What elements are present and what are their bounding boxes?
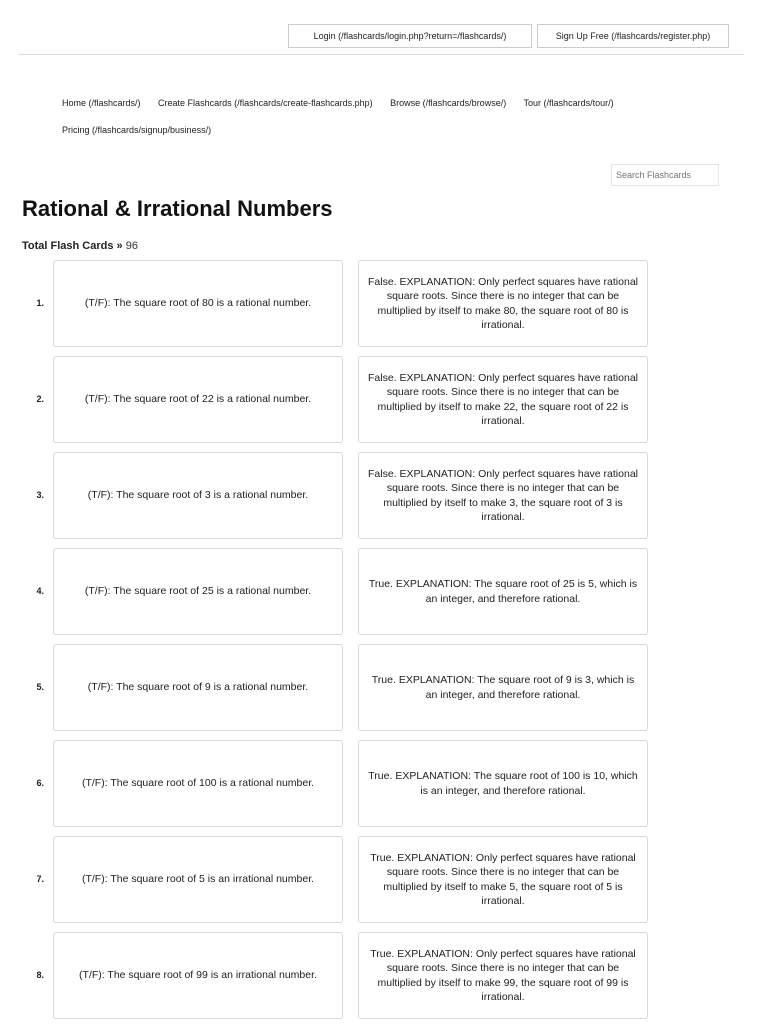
flashcard-list	[0, 260, 768, 1028]
card-answer[interactable]: True. EXPLANATION: Only perfect squares have rational square roots. Since there is no integer that can be multiplied by itself to make 99, the square root of 99 is irrational.	[358, 932, 648, 1019]
signup-button[interactable]: Sign Up Free (/flashcards/register.php)	[537, 24, 729, 48]
main-nav	[62, 90, 742, 144]
card-question[interactable]: (T/F): The square root of 5 is an irrational number.	[53, 836, 343, 923]
nav-tour-link[interactable]: Tour (/flashcards/tour/)	[523, 98, 614, 108]
card-number: 7.	[36, 874, 44, 884]
card-number: 8.	[36, 970, 44, 980]
flashcard-row	[0, 548, 768, 635]
card-answer[interactable]: True. EXPLANATION: The square root of 9 is 3, which is an integer, and therefore rational.	[358, 644, 648, 731]
card-answer[interactable]: True. EXPLANATION: Only perfect squares have rational square roots. Since there is no integer that can be multiplied by itself to make 5, the square root of 5 is irrational.	[358, 836, 648, 923]
nav-pricing-link[interactable]: Pricing (/flashcards/signup/business/)	[62, 125, 212, 135]
card-question[interactable]: (T/F): The square root of 22 is a rational number.	[53, 356, 343, 443]
nav-create-link[interactable]: Create Flashcards (/flashcards/create-flashcards.php)	[158, 98, 373, 108]
card-question[interactable]: (T/F): The square root of 3 is a rational number.	[53, 452, 343, 539]
card-number: 2.	[36, 394, 44, 404]
card-question[interactable]: (T/F): The square root of 80 is a rational number.	[53, 260, 343, 347]
flashcard-row	[0, 452, 768, 539]
nav-home-link[interactable]: Home (/flashcards/)	[62, 98, 141, 108]
flashcard-row	[0, 260, 768, 347]
flashcard-row	[0, 932, 768, 1019]
nav-browse-link[interactable]: Browse (/flashcards/browse/)	[390, 98, 507, 108]
search-input[interactable]	[611, 164, 719, 186]
total-label: Total Flash Cards »	[22, 240, 123, 252]
card-number: 4.	[36, 586, 44, 596]
card-question[interactable]: (T/F): The square root of 100 is a rational number.	[53, 740, 343, 827]
header-divider	[18, 54, 744, 55]
card-answer[interactable]: False. EXPLANATION: Only perfect squares have rational square roots. Since there is no integer that can be multiplied by itself to make 80, the square root of 80 is irrational.	[358, 260, 648, 347]
card-answer[interactable]: False. EXPLANATION: Only perfect squares have rational square roots. Since there is no integer that can be multiplied by itself to make 22, the square root of 22 is irrational.	[358, 356, 648, 443]
total-flash-cards	[22, 240, 138, 252]
total-count: 96	[125, 240, 138, 252]
card-number: 3.	[36, 490, 44, 500]
card-answer[interactable]: True. EXPLANATION: The square root of 25 is 5, which is an integer, and therefore rational.	[358, 548, 648, 635]
card-number: 6.	[36, 778, 44, 788]
flashcard-row	[0, 740, 768, 827]
card-number: 5.	[36, 682, 44, 692]
flashcard-row	[0, 356, 768, 443]
card-question[interactable]: (T/F): The square root of 9 is a rational number.	[53, 644, 343, 731]
card-question[interactable]: (T/F): The square root of 25 is a rational number.	[53, 548, 343, 635]
login-button[interactable]: Login (/flashcards/login.php?return=/flashcards/)	[288, 24, 532, 48]
card-answer[interactable]: True. EXPLANATION: The square root of 100 is 10, which is an integer, and therefore rational.	[358, 740, 648, 827]
account-bar	[288, 24, 729, 48]
card-question[interactable]: (T/F): The square root of 99 is an irrational number.	[53, 932, 343, 1019]
page-title: Rational & Irrational Numbers	[22, 196, 333, 221]
card-answer[interactable]: False. EXPLANATION: Only perfect squares have rational square roots. Since there is no integer that can be multiplied by itself to make 3, the square root of 3 is irrational.	[358, 452, 648, 539]
card-number: 1.	[36, 298, 44, 308]
flashcard-row	[0, 836, 768, 923]
flashcard-row	[0, 644, 768, 731]
